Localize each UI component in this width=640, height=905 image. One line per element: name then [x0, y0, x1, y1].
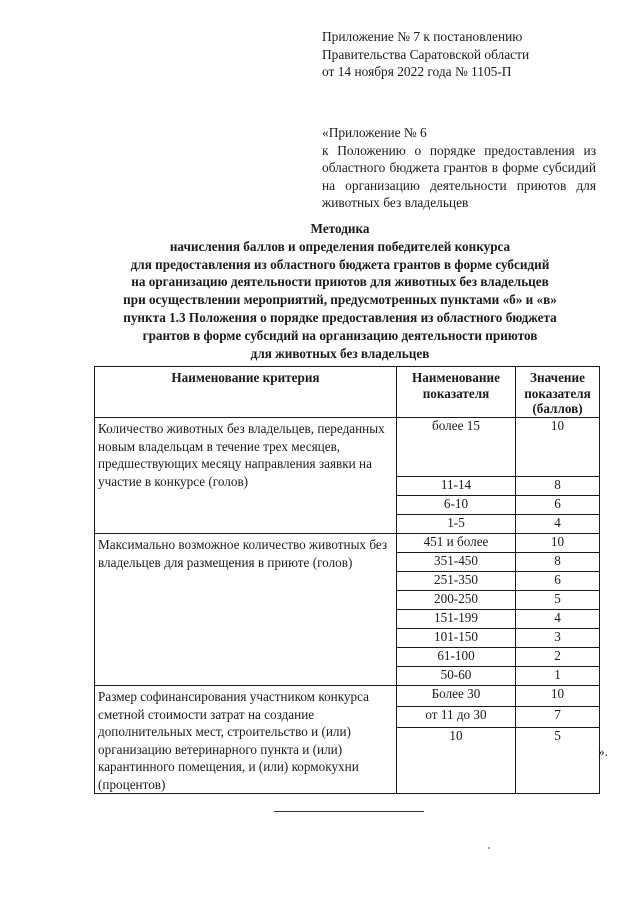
indicator-cell: 10: [397, 728, 516, 794]
annex-body: к Положению о порядке предоставления из областного бюджета грантов в форме субсидий на организацию деятельности приютов для животных без владельцев: [322, 142, 596, 210]
header-criterion: Наименование критерия: [95, 367, 397, 418]
table-header-row: [95, 367, 600, 418]
footer-divider: [274, 811, 424, 812]
header-line: Правительства Саратовской области: [322, 46, 530, 62]
title-line: для животных без владельцев: [250, 345, 430, 361]
indicator-cell: 61-100: [397, 648, 516, 667]
indicator-cell: 200-250: [397, 591, 516, 610]
indicator-cell: 451 и более: [397, 534, 516, 553]
points-cell: 10: [516, 418, 600, 477]
criterion-cell: Количество животных без владельцев, переданных новым владельцам в течение трех месяцев, предшествующих месяцу направления заявки на участие в конкурсе (голов): [95, 418, 397, 534]
scan-speck: [488, 847, 490, 849]
title-line: на организацию деятельности приютов для животных без владельцев: [131, 274, 549, 290]
header-line: Приложение № 7 к постановлению: [322, 29, 523, 44]
title-line: пункта 1.3 Положения о порядке предоставления из областного бюджета: [123, 309, 557, 325]
title-line: при осуществлении мероприятий, предусмотренных пунктами «б» и «в»: [123, 292, 557, 308]
points-cell: 6: [516, 496, 600, 515]
annex-title: «Приложение № 6: [322, 125, 427, 140]
points-cell: 5: [516, 591, 600, 610]
title-line: Методика: [310, 221, 370, 236]
annex-reference: [322, 124, 596, 212]
indicator-cell: 151-199: [397, 610, 516, 629]
indicator-cell: 351-450: [397, 553, 516, 572]
header-line: от 14 ноября 2022 года № 1105-П: [322, 64, 512, 79]
title-line: грантов в форме субсидий на организацию деятельности приютов: [142, 327, 538, 343]
table-row: [95, 534, 600, 553]
points-cell: 3: [516, 629, 600, 648]
indicator-cell: Более 30: [397, 686, 516, 707]
indicator-cell: 6-10: [397, 496, 516, 515]
criterion-cell: Размер софинансирования участником конкурса сметной стоимости затрат на создание дополнительных мест, строительство и (или) организацию ветеринарного пункта и (или) карантинного помещения, и (или) кормокухни (процентов): [95, 686, 397, 794]
criteria-table: [94, 366, 600, 794]
points-cell: 2: [516, 648, 600, 667]
points-cell: 8: [516, 553, 600, 572]
indicator-cell: 11-14: [397, 477, 516, 496]
header-points: Значение показателя (баллов): [516, 367, 600, 418]
header-indicator: Наименование показателя: [397, 367, 516, 418]
indicator-cell: 101-150: [397, 629, 516, 648]
resolution-header: [322, 28, 594, 81]
document-title: [80, 220, 600, 362]
title-line: для предоставления из областного бюджета грантов в форме субсидий: [130, 256, 550, 272]
indicator-cell: 251-350: [397, 572, 516, 591]
points-cell: 5: [516, 728, 600, 794]
indicator-cell: 50-60: [397, 667, 516, 686]
points-cell: 6: [516, 572, 600, 591]
table-row: [95, 686, 600, 707]
title-line: начисления баллов и определения победителей конкурса: [169, 238, 511, 254]
points-cell: 10: [516, 686, 600, 707]
indicator-cell: более 15: [397, 418, 516, 477]
points-cell: 4: [516, 515, 600, 534]
criterion-cell: Максимально возможное количество животных без владельцев для размещения в приюте (голов): [95, 534, 397, 686]
closing-quote-mark: ».: [598, 744, 608, 759]
table-row: [95, 418, 600, 477]
indicator-cell: от 11 до 30: [397, 707, 516, 728]
points-cell: 1: [516, 667, 600, 686]
points-cell: 4: [516, 610, 600, 629]
points-cell: 7: [516, 707, 600, 728]
points-cell: 10: [516, 534, 600, 553]
points-cell: 8: [516, 477, 600, 496]
indicator-cell: 1-5: [397, 515, 516, 534]
